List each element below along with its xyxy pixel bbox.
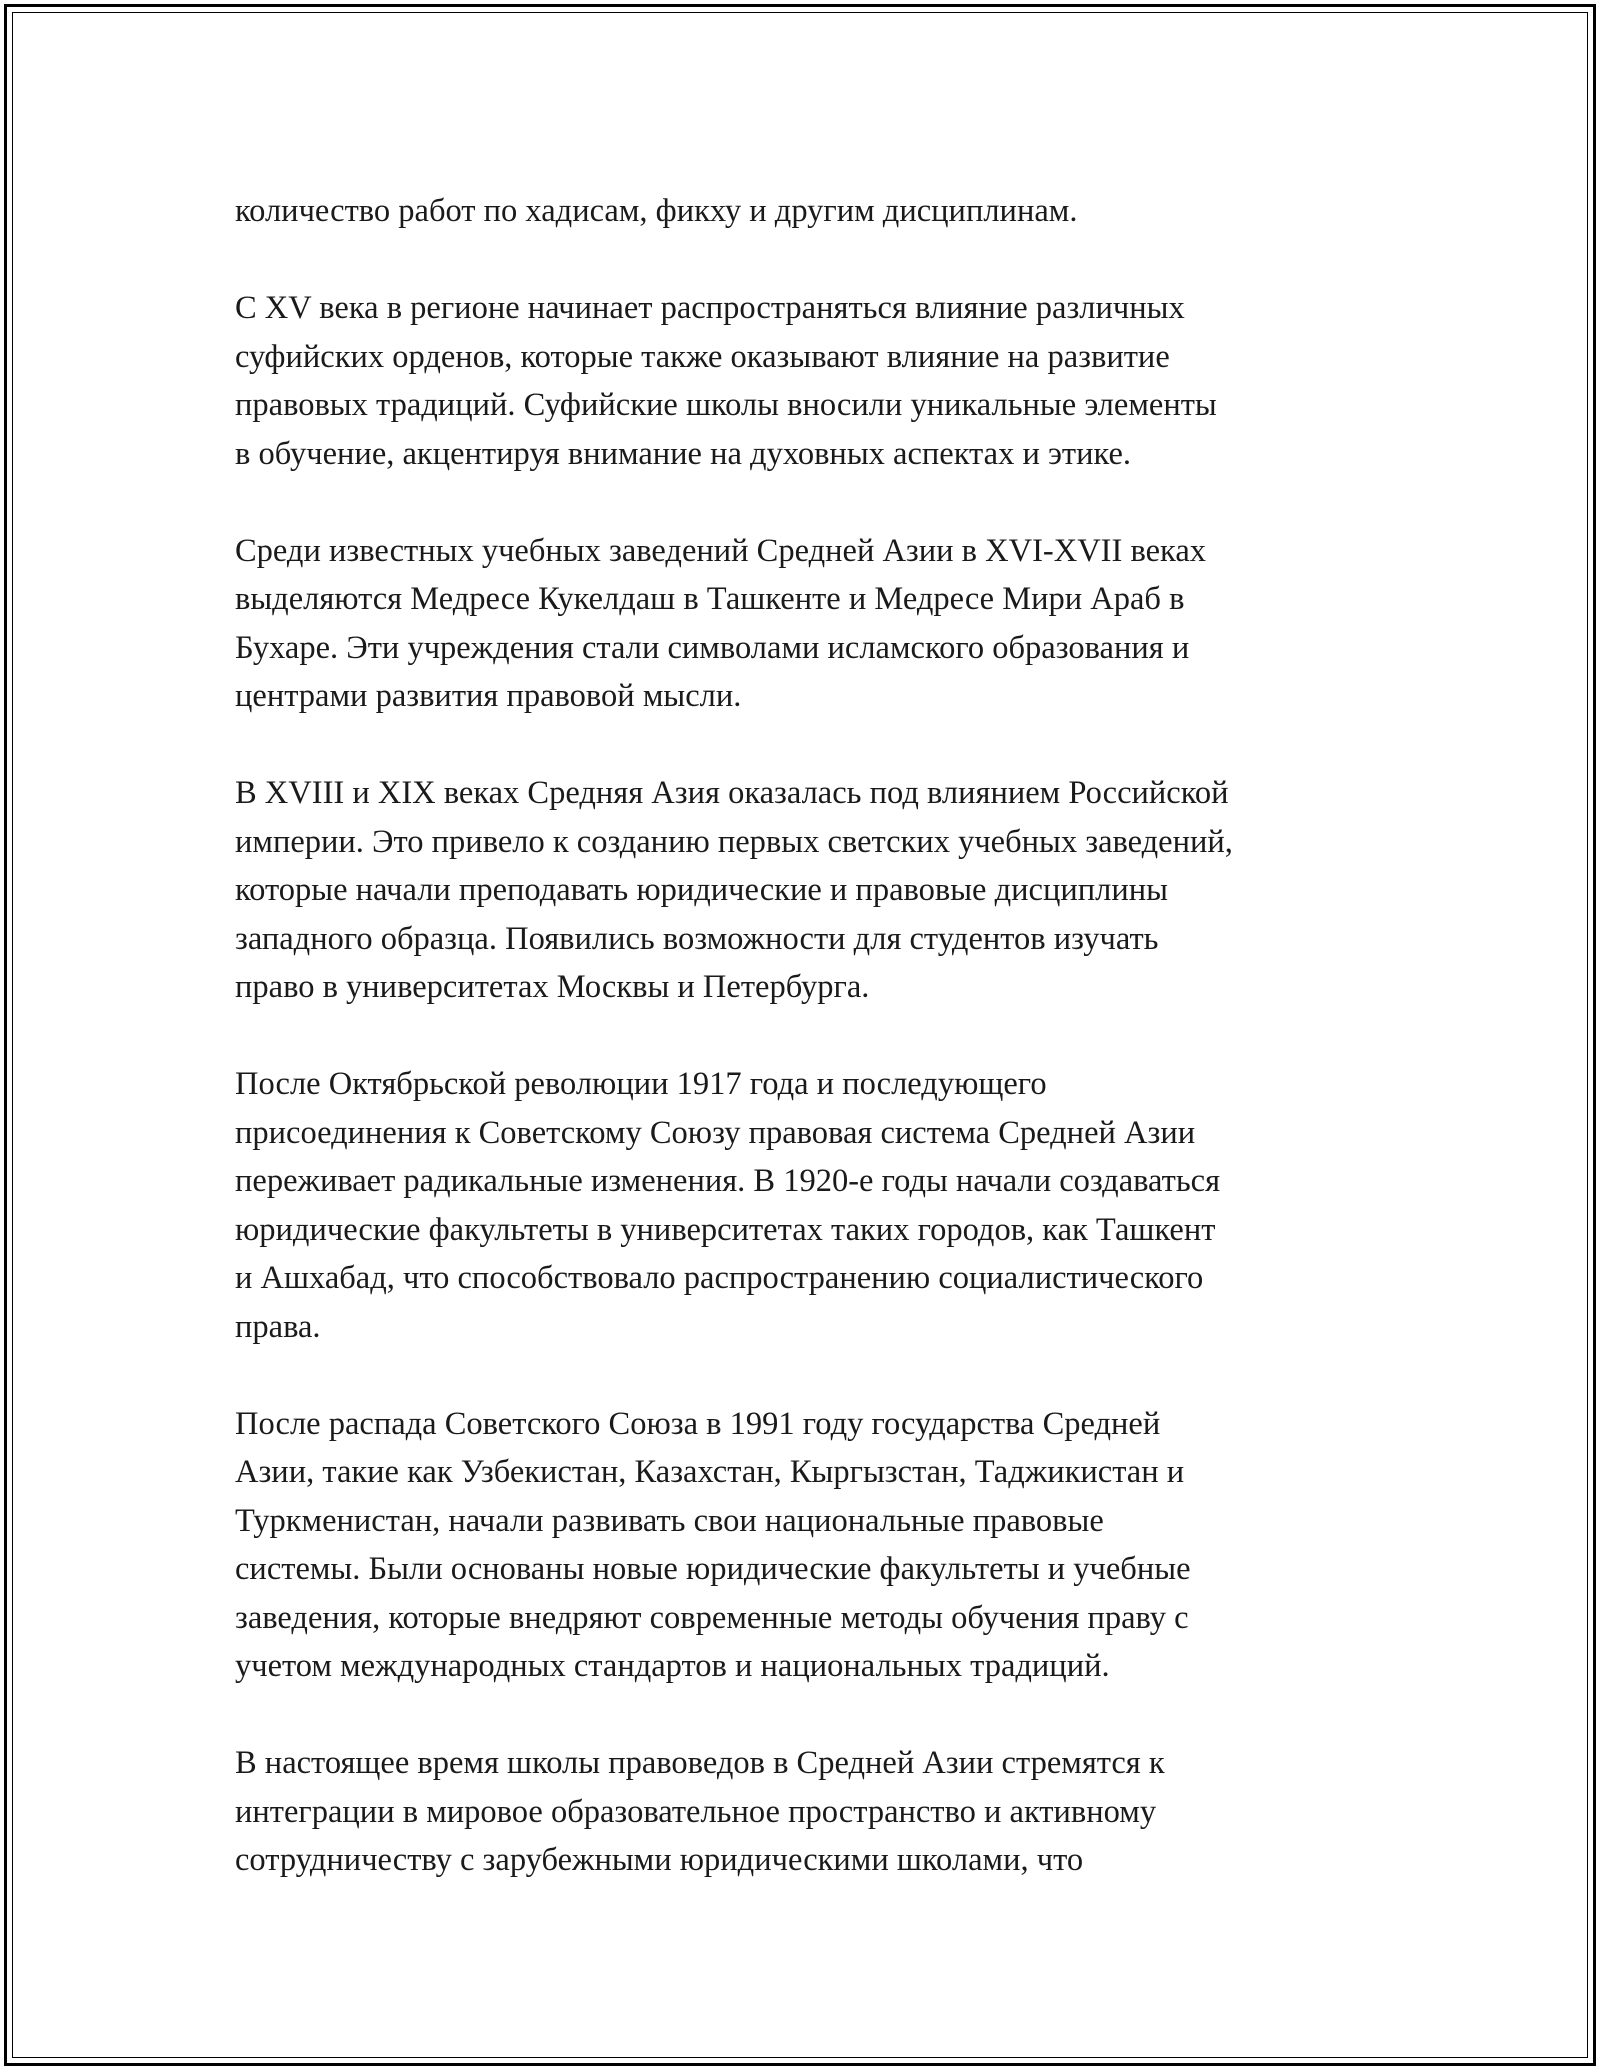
paragraph-1: количество работ по хадисам, фикху и другим дисциплинам. [235,193,1078,229]
paragraph-3: Среди известных учебных заведений Средней Азии в XVI-XVII веках выделяются Медресе Кукелдаш в Ташкенте и Медресе Мири Араб в Бухаре. Эти учреждения стали символами исламского образования и центрами развития правовой мысли. [235,532,1207,714]
paragraph-7: В настоящее время школы правоведов в Средней Азии стремятся к интеграции в мировое образовательное пространство и активному сотрудничеству с зарубежными юридическими школами, что [235,1745,1165,1878]
paragraph-5: После Октябрьской революции 1917 года и последующего присоединения к Советскому Союзу правовая система Средней Азии переживает радикальные изменения. В 1920-е годы начали создаваться юридические факультеты в университетах таких городов, как Ташкент и Ашхабад, что способствовало распространению социалистического права. [235,1066,1221,1345]
paragraph-6: После распада Советского Союза в 1991 году государства Средней Азии, такие как Узбекистан, Казахстан, Кыргызстан, Таджикистан и Туркменистан, начали развивать свои национальные правовые системы. Были основаны новые юридические факультеты и учебные заведения, которые внедряют современные методы обучения праву с учетом международных стандартов и национальных традиций. [235,1405,1191,1684]
paragraph-4: В XVIII и XIX веках Средняя Азия оказалась под влиянием Российской империи. Это привело к созданию первых светских учебных заведений, которые начали преподавать юридические и правовые дисциплины западного образца. Появились возможности для студентов изучать право в университетах Москвы и Петербурга. [235,775,1233,1005]
document-body [235,187,1385,1933]
paragraph-2: С XV века в регионе начинает распространяться влияние различных суфийских орденов, которые также оказывают влияние на развитие правовых традиций. Суфийские школы вносили уникальные элементы в обучение, акцентируя внимание на духовных аспектах и этике. [235,290,1217,472]
